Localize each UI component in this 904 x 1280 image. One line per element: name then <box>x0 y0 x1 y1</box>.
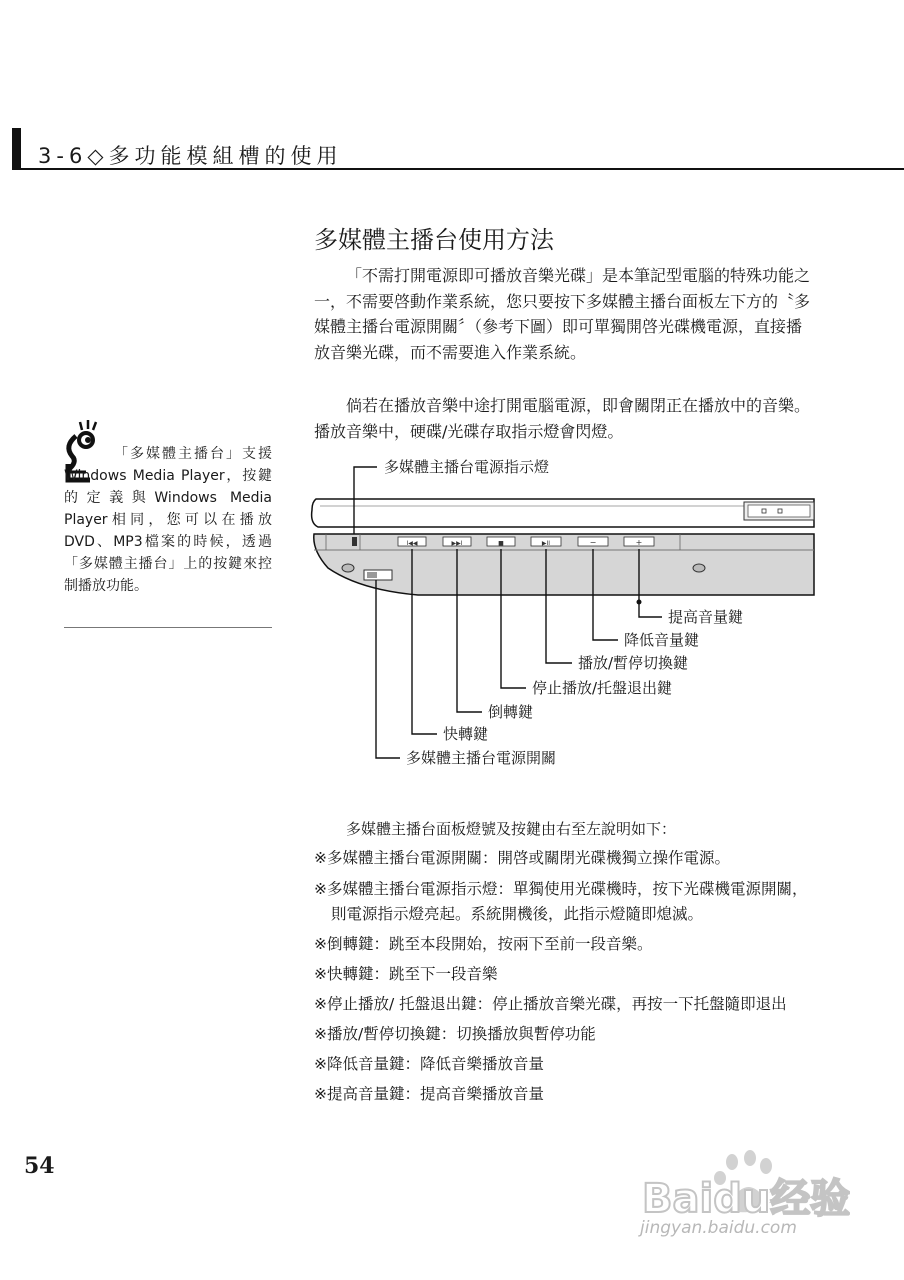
list-item: ※提高音量鍵：提高音樂播放音量 <box>314 1085 544 1103</box>
label-rewind: 倒轉鍵 <box>488 703 534 721</box>
laptop-base <box>314 534 814 595</box>
side-note-rule <box>64 627 272 628</box>
paragraph-2: 倘若在播放音樂中途打開電腦電源，即會關閉正在播放中的音樂。播放音樂中，硬碟/光碟存取指示燈會閃燈。 <box>314 396 811 441</box>
volume-up-dot <box>637 600 642 605</box>
play-pause-icon: ▶II <box>541 540 551 547</box>
laptop-lid <box>312 499 814 527</box>
label-power-indicator: 多媒體主播台電源指示燈 <box>384 458 550 476</box>
label-fast-forward: 快轉鍵 <box>443 725 489 743</box>
stop-icon: ■ <box>498 540 504 547</box>
side-note-text: 「多媒體主播台」支援Windows Media Player，按鍵的定義與Windows Media Player相同，您可以在播放DVD、MP3檔案的時候，透過「多媒體主播台」上的按鍵來控制播放功能。 <box>64 446 272 594</box>
list-item: ※停止播放/ 托盤退出鍵：停止播放音樂光碟，再按一下托盤隨即退出 <box>314 995 787 1013</box>
media-panel-diagram <box>300 450 820 780</box>
label-volume-down: 降低音量鍵 <box>624 631 700 649</box>
panel-screw-left <box>342 564 354 572</box>
list-item: ※倒轉鍵：跳至本段開始，按兩下至前一段音樂。 <box>314 935 653 953</box>
list-item: ※多媒體主播台電源指示燈：單獨使用光碟機時，按下光碟機電源開關，則電源指示燈亮起。系統開機後，此指示燈隨即熄滅。 <box>314 880 808 923</box>
diamond-icon: ◇ <box>87 144 109 168</box>
description-list <box>314 846 816 1107</box>
minus-icon: − <box>589 538 597 547</box>
header-bar <box>12 128 21 170</box>
section-title: 多功能模組槽的使用 <box>108 144 343 168</box>
list-item: ※播放/暫停切換鍵：切換播放與暫停功能 <box>314 1025 596 1043</box>
power-switch-knob <box>367 572 377 578</box>
page-heading: 多媒體主播台使用方法 <box>314 226 554 254</box>
label-volume-up: 提高音量鍵 <box>668 608 744 626</box>
leader-power-switch <box>376 580 400 758</box>
watermark-brand: Baidu经验 <box>642 1176 850 1222</box>
description-intro: 多媒體主播台面板燈號及按鍵由右至左說明如下： <box>346 820 677 838</box>
list-item: ※降低音量鍵：降低音樂播放音量 <box>314 1055 544 1073</box>
plus-icon: + <box>635 538 643 547</box>
label-stop-eject: 停止播放/托盤退出鍵 <box>532 679 673 697</box>
label-power-switch: 多媒體主播台電源開關 <box>406 749 557 767</box>
section-number: 3-6 <box>38 144 88 168</box>
side-note <box>64 443 272 597</box>
list-item: ※快轉鍵：跳至下一段音樂 <box>314 965 498 983</box>
paragraph-1: 「不需打開電源即可播放音樂光碟」是本筆記型電腦的特殊功能之一，不需要啓動作業系統，您只要按下多媒體主播台面板左下方的〝多媒體主播台電源開關〞（參考下圖）即可單獨開啓光碟機電源，直接播放音樂光碟，而不需要進入作業系統。 <box>314 266 811 362</box>
page-number: 54 <box>24 1153 55 1179</box>
list-item: ※多媒體主播台電源開關：開啓或關閉光碟機獨立操作電源。 <box>314 849 730 867</box>
rewind-icon: I◀◀ <box>406 540 418 547</box>
panel-screw-right <box>693 564 705 572</box>
fast-forward-icon: ▶▶I <box>451 540 463 547</box>
status-led-window <box>748 505 810 517</box>
watermark-url: jingyan.baidu.com <box>640 1218 797 1238</box>
power-indicator-led <box>352 537 357 546</box>
label-play-pause: 播放/暫停切換鍵 <box>578 654 689 672</box>
section-header <box>38 140 342 170</box>
